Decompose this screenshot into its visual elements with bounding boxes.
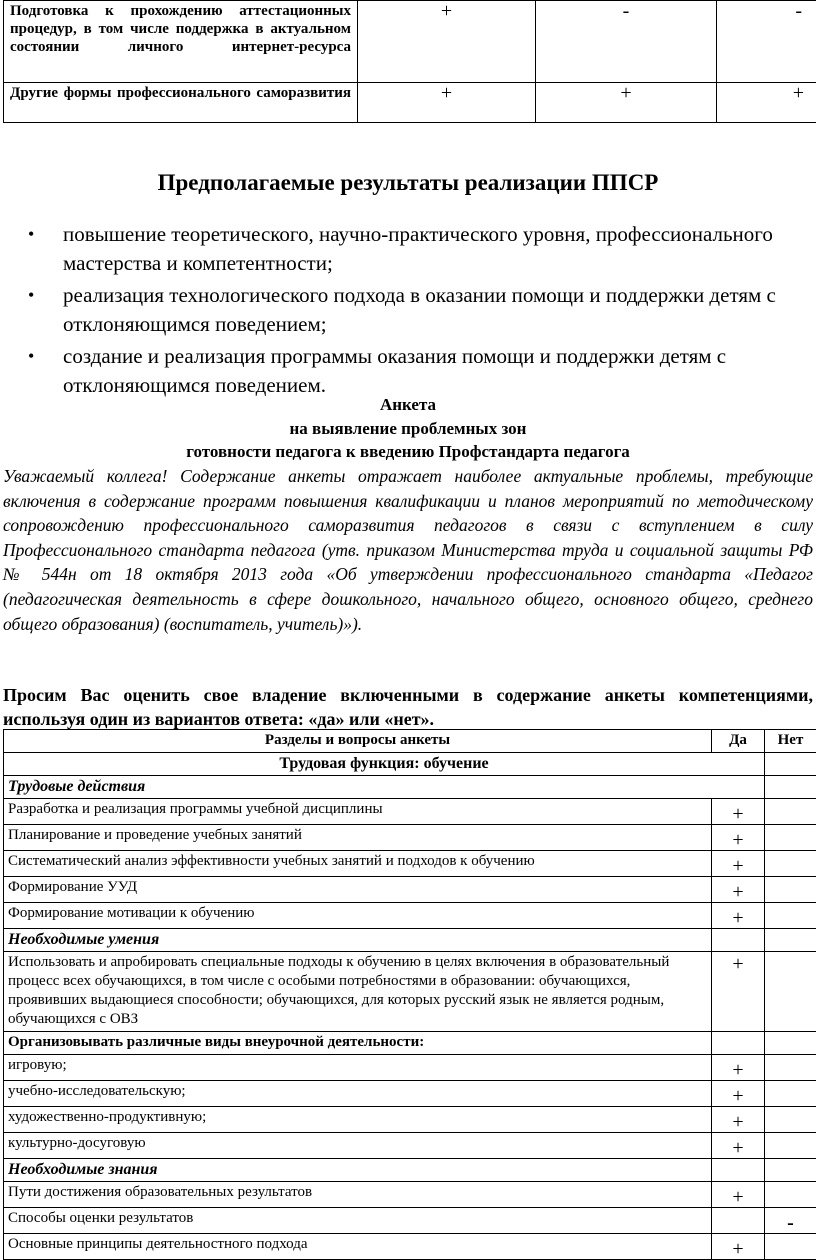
table-row [4, 1, 816, 83]
yes-cell: + [712, 1081, 765, 1107]
question-text: Использовать и апробировать специальные подходы к обучению в целях включения в образовательный процесс всех обучающихся, в том числе с особыми потребностями в образовании: обучающихся, проявивших выдающиеся способности; обучающихся, для которых русский язык не является родным, обучающихся с ОВЗ [4, 952, 712, 1032]
no-cell [765, 952, 816, 1032]
yes-cell [712, 1208, 765, 1234]
table-row [4, 1107, 816, 1133]
no-cell: - [765, 1208, 816, 1234]
header-row [4, 730, 816, 753]
table-row [4, 1055, 816, 1081]
yes-cell: + [712, 877, 765, 903]
table-row [4, 1182, 816, 1208]
table-row [4, 83, 816, 123]
mark-cell: - [536, 1, 717, 83]
no-cell [765, 1107, 816, 1133]
development-table [3, 0, 816, 123]
list-item-text: реализация технологического подхода в оказании помощи и поддержки детям с отклоняющимся поведением; [63, 283, 776, 336]
row-label: Подготовка к прохождению аттестационных процедур, в том числе поддержка в актуальном состоянии личного интернет-ресурса [4, 1, 358, 83]
no-cell [765, 1081, 816, 1107]
results-list [20, 220, 816, 403]
table-row [4, 877, 816, 903]
list-item [20, 220, 816, 278]
yes-cell: + [712, 851, 765, 877]
question-text: Формирование мотивации к обучению [4, 903, 712, 929]
table-row [4, 1081, 816, 1107]
intro-paragraph: Уважаемый коллега! Содержание анкеты отражает наиболее актуальные проблемы, требующие включения в содержание программ повышения квалификации и планов мероприятий по методическому сопровождению профессионального саморазвития педагогов в связи с вступлением в силу Профессионального стандарта педагога (утв. приказом Министерства труда и социальной защиты РФ № 544н от 18 октября 2013 года «Об утверждении профессионального стандарта «Педагог (педагогическая деятельность в сфере дошкольного, начального общего, основного общего, среднего общего образования) (воспитатель, учитель)»). [3, 464, 813, 636]
yes-cell: + [712, 903, 765, 929]
section-row [4, 1159, 816, 1182]
section-row [4, 1032, 816, 1055]
table-row [4, 851, 816, 877]
table-row [4, 952, 816, 1032]
list-item [20, 342, 816, 400]
no-cell [765, 877, 816, 903]
mark-cell: - [717, 1, 816, 83]
question-text: учебно-исследовательскую; [4, 1081, 712, 1107]
bullet-icon: • [28, 220, 34, 249]
yes-cell: + [712, 1055, 765, 1081]
question-text: Разработка и реализация программы учебной дисциплины [4, 799, 712, 825]
no-cell [765, 851, 816, 877]
section-row [4, 929, 816, 952]
empty-cell [765, 1032, 816, 1055]
labor-function: Трудовая функция: обучение [4, 753, 765, 776]
survey-subheading: на выявление проблемных зон [0, 419, 816, 439]
question-text: Планирование и проведение учебных занятий [4, 825, 712, 851]
empty-cell [712, 1032, 765, 1055]
mark-cell: + [358, 1, 536, 83]
bullet-icon: • [28, 342, 34, 371]
section-skills: Необходимые умения [4, 929, 712, 952]
header-questions: Разделы и вопросы анкеты [4, 730, 712, 753]
list-item [20, 281, 816, 339]
yes-cell: + [712, 1133, 765, 1159]
empty-cell [765, 753, 816, 776]
table-row [4, 1133, 816, 1159]
yes-cell: + [712, 1107, 765, 1133]
question-text: Формирование УУД [4, 877, 712, 903]
survey-table [3, 729, 816, 1260]
table-row [4, 799, 816, 825]
empty-cell [765, 929, 816, 952]
empty-cell [712, 1159, 765, 1182]
yes-cell: + [712, 799, 765, 825]
extracurricular-title: Организовывать различные виды внеурочной деятельности: [4, 1032, 712, 1055]
empty-cell [712, 929, 765, 952]
header-yes: Да [712, 730, 765, 753]
results-title: Предполагаемые результаты реализации ППСР [0, 170, 816, 196]
table-row [4, 903, 816, 929]
yes-cell: + [712, 1234, 765, 1260]
yes-cell: + [712, 825, 765, 851]
no-cell [765, 1055, 816, 1081]
question-text: Систематический анализ эффективности учебных занятий и подходов к обучению [4, 851, 712, 877]
section-row [4, 776, 816, 799]
mark-cell: + [717, 83, 816, 123]
table-row [4, 1208, 816, 1234]
section-actions: Трудовые действия [4, 776, 765, 799]
question-text: Способы оценки результатов [4, 1208, 712, 1234]
question-text: игровую; [4, 1055, 712, 1081]
empty-cell [765, 1159, 816, 1182]
no-cell [765, 903, 816, 929]
mark-cell: + [358, 83, 536, 123]
section-knowledge: Необходимые знания [4, 1159, 712, 1182]
no-cell [765, 825, 816, 851]
yes-cell: + [712, 952, 765, 1032]
mark-cell: + [536, 83, 717, 123]
request-paragraph: Просим Вас оценить свое владение включенными в содержание анкеты компетенциями, используя один из вариантов ответа: «да» или «нет». [3, 683, 813, 731]
no-cell [765, 1133, 816, 1159]
survey-heading: Анкета [0, 395, 816, 415]
question-text: художественно-продуктивную; [4, 1107, 712, 1133]
function-row [4, 753, 816, 776]
survey-subheading-2: готовности педагога к введению Профстандарта педагога [0, 442, 816, 462]
list-item-text: повышение теоретического, научно-практического уровня, профессионального мастерства и компетентности; [63, 222, 773, 275]
header-no: Нет [765, 730, 816, 753]
question-text: Основные принципы деятельностного подхода [4, 1234, 712, 1260]
row-label: Другие формы профессионального саморазвития [4, 83, 358, 123]
no-cell [765, 1182, 816, 1208]
question-text: Пути достижения образовательных результатов [4, 1182, 712, 1208]
yes-cell: + [712, 1182, 765, 1208]
question-text: культурно-досуговую [4, 1133, 712, 1159]
no-cell [765, 799, 816, 825]
empty-cell [765, 776, 816, 799]
bullet-icon: • [28, 281, 34, 310]
list-item-text: создание и реализация программы оказания помощи и поддержки детям с отклоняющимся поведением. [63, 344, 726, 397]
table-row [4, 825, 816, 851]
